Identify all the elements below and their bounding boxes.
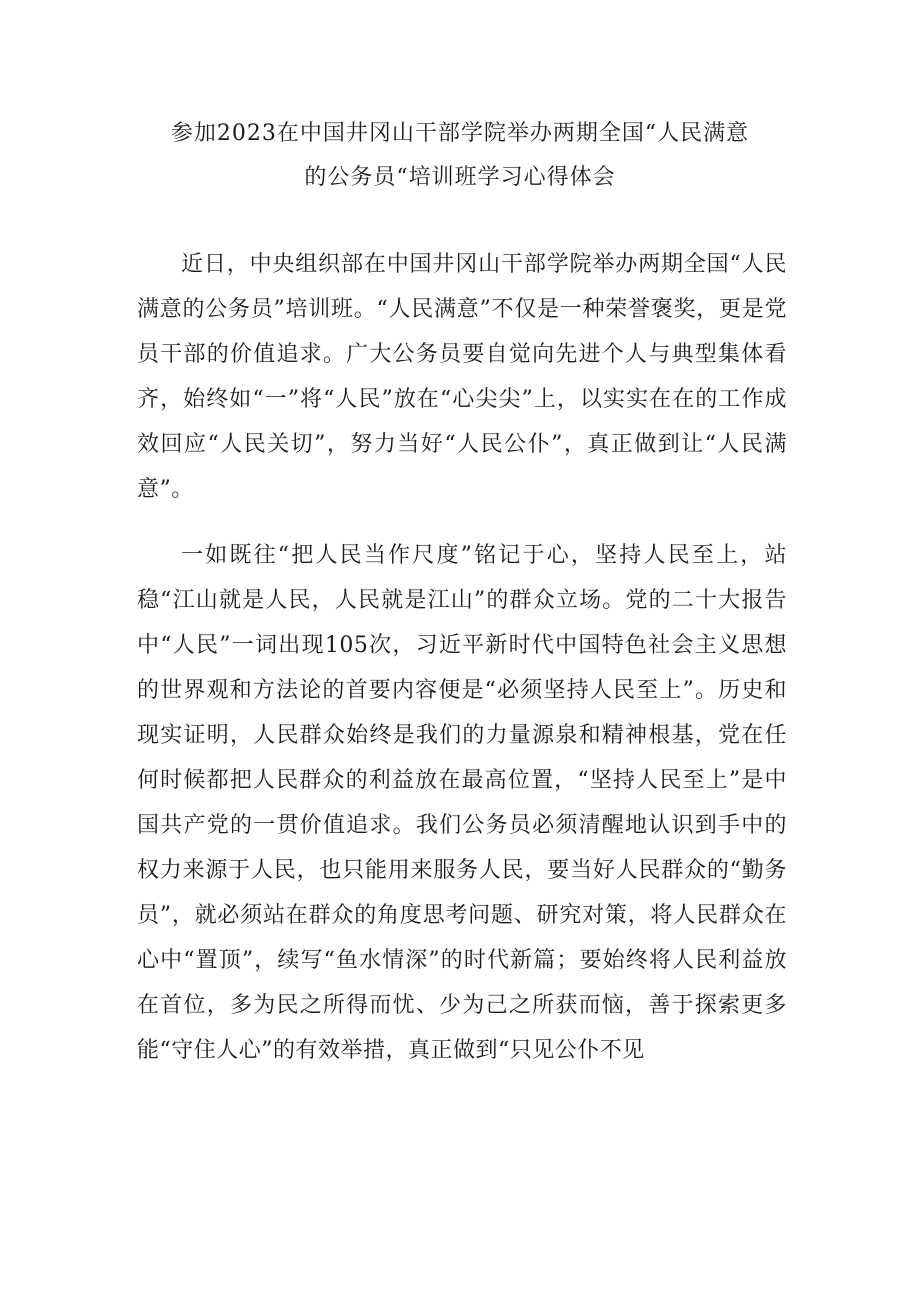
document-title <box>120 112 800 200</box>
title-line-1: 参加2023在中国井冈山干部学院举办两期全国“人民满意 <box>170 121 750 146</box>
title-line-2: 的公务员“培训班学习心得体会 <box>304 165 616 190</box>
document-body <box>137 242 787 1073</box>
paragraph-1: 近日，中央组织部在中国井冈山干部学院举办两期全国“人民满意的公务员”培训班。“人民满意”不仅是一种荣誉褒奖，更是党员干部的价值追求。广大公务员要自觉向先进个人与典型集体看齐，始终如“一”将“人民”放在“心尖尖”上，以实实在在的工作成效回应“人民关切”，努力当好“人民公仆”，真正做到让“人民满意”。 <box>137 252 787 502</box>
paragraph-2: 一如既往“把人民当作尺度”铭记于心，坚持人民至上，站稳“江山就是人民，人民就是江山”的群众立场。党的二十大报告中“人民”一词出现105次，习近平新时代中国特色社会主义思想的世界观和方法论的首要内容便是“必须坚持人民至上”。历史和现实证明，人民群众始终是我们的力量源泉和精神根基，党在任何时候都把人民群众的利益放在最高位置，“坚持人民至上”是中国共产党的一贯价值追求。我们公务员必须清醒地认识到手中的权力来源于人民，也只能用来服务人民，要当好人民群众的“勤务员”，就必须站在群众的角度思考问题、研究对策，将人民群众在心中“置顶”，续写“鱼水情深”的时代新篇；要始终将人民利益放在首位，多为民之所得而忧、少为己之所获而恼，善于探索更多能“守住人心”的有效举措，真正做到“只见公仆不见 <box>137 543 787 1063</box>
